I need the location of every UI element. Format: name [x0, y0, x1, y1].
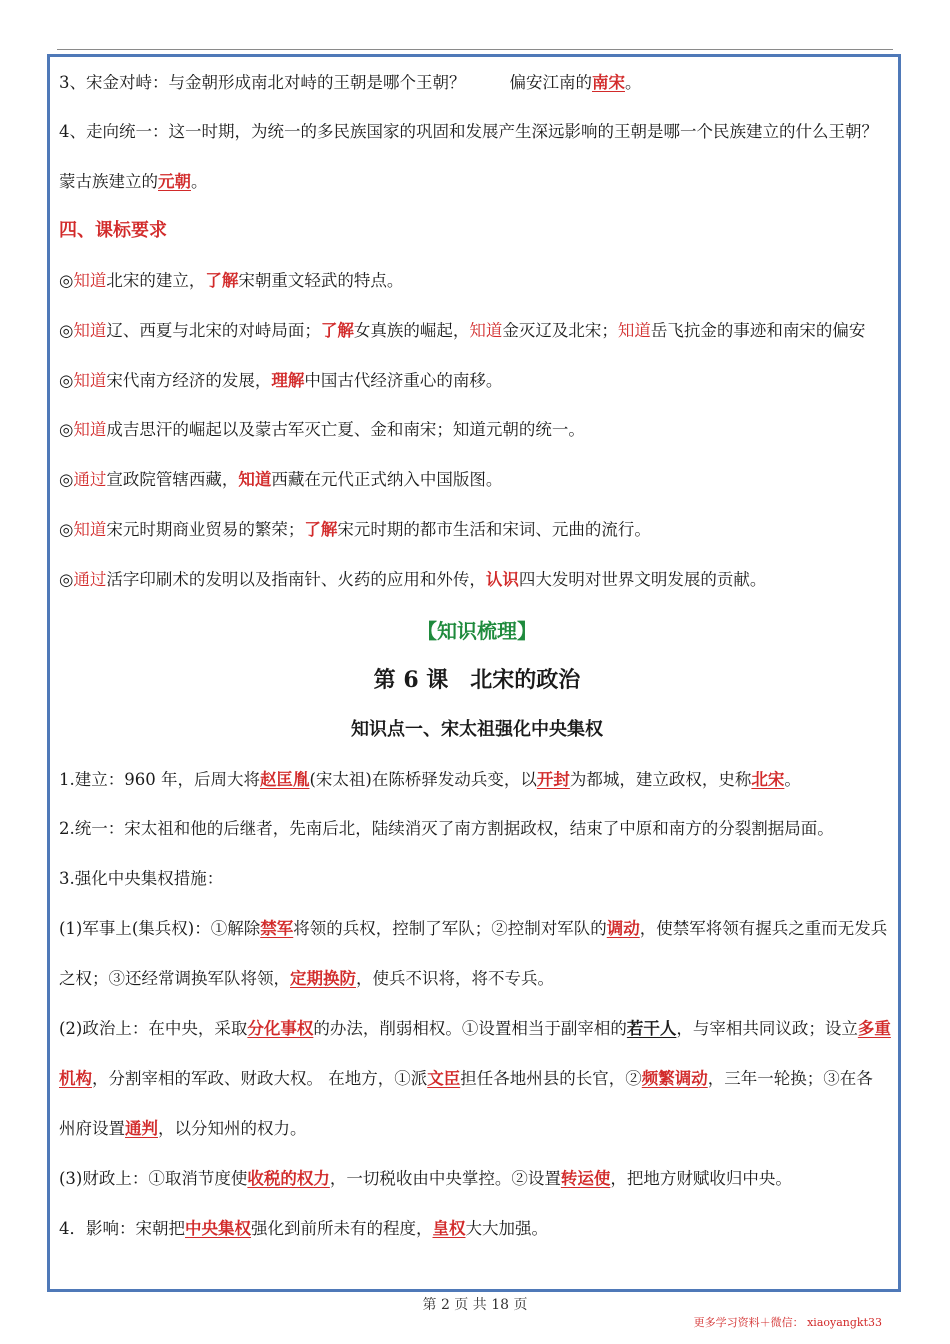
measure-fiscal: (3)财政上：①取消节度使收税的权力，一切税收由中央掌控。②设置转运使，把地方财赋收归中央。	[59, 1169, 792, 1188]
measure-political-cont: 州府设置通判，以分知州的权力。	[59, 1119, 307, 1138]
paragraph-measures-heading: 3.强化中央集权措施：	[59, 869, 224, 888]
paragraph-impact: 4．影响：宋朝把中央集权强化到前所未有的程度，皇权大大加强。	[59, 1219, 548, 1238]
requirement-item: ◎通过宣政院管辖西藏，知道西藏在元代正式纳入中国版图。	[59, 470, 503, 489]
paragraph-unification: 2.统一：宋太祖和他的后继者，先南后北，陆续消灭了南方割据政权，结束了中原和南方的分裂割据局面。	[59, 819, 834, 838]
requirement-item: ◎知道成吉思汗的崛起以及蒙古军灭亡夏、金和南宋；知道元朝的统一。	[59, 420, 585, 439]
question-4-answer: 蒙古族建立的元朝。	[59, 172, 208, 191]
requirement-item: ◎知道辽、西夏与北宋的对峙局面；了解女真族的崛起，知道金灭辽及北宋；知道岳飞抗金的事迹和南宋的偏安	[59, 321, 866, 340]
requirement-item: ◎知道北宋的建立，了解宋朝重文轻武的特点。	[59, 271, 404, 290]
requirement-item: ◎知道宋代南方经济的发展，理解中国古代经济重心的南移。	[59, 371, 503, 390]
lesson-title: 第 6 课 北宋的政治	[373, 667, 581, 693]
page-number: 第 2 页 共 18 页	[422, 1297, 528, 1313]
answer-blank: 元朝	[158, 172, 191, 191]
answer-blank: 南宋	[592, 73, 625, 92]
footer-note: 更多学习资料＋微信： xiaoyangkt33	[693, 1316, 882, 1329]
measure-political-cont: 机构，分割宰相的军政、财政大权。 在地方，①派文臣担任各地州县的长官，②频繁调动，三年一轮换；③在各	[59, 1069, 873, 1088]
paragraph-establishment: 1.建立：960 年，后周大将赵匡胤(宋太祖)在陈桥驿发动兵变，以开封为都城，建立政权，史称北宋。	[59, 770, 801, 789]
requirement-item: ◎通过活字印刷术的发明以及指南针、火药的应用和外传，认识四大发明对世界文明发展的贡献。	[59, 570, 767, 589]
question-3: 3、宋金对峙：与金朝形成南北对峙的王朝是哪个王朝？ 偏安江南的南宋。	[59, 73, 642, 92]
knowledge-summary-title: 【知识梳理】	[417, 619, 537, 643]
header-rule	[57, 49, 893, 50]
question-4: 4、走向统一：这一时期，为统一的多民族国家的巩固和发展产生深远影响的王朝是哪一个民族建立的什么王朝？	[59, 122, 878, 141]
measure-military-cont: 之权；③还经常调换军队将领，定期换防，使兵不识将，将不专兵。	[59, 969, 554, 988]
requirement-item: ◎知道宋元时期商业贸易的繁荣；了解宋元时期的都市生活和宋词、元曲的流行。	[59, 520, 651, 539]
measure-military: (1)军事上(集兵权)：①解除禁军将领的兵权，控制了军队；②控制对军队的调动，使禁军将领有握兵之重而无发兵	[59, 919, 888, 938]
section-title-curriculum: 四、课标要求	[59, 220, 167, 241]
knowledge-point-title: 知识点一、宋太祖强化中央集权	[351, 719, 603, 740]
measure-political: (2)政治上：在中央，采取分化事权的办法，削弱相权。①设置相当于副宰相的若干人，与宰相共同议政；设立多重	[59, 1019, 891, 1038]
